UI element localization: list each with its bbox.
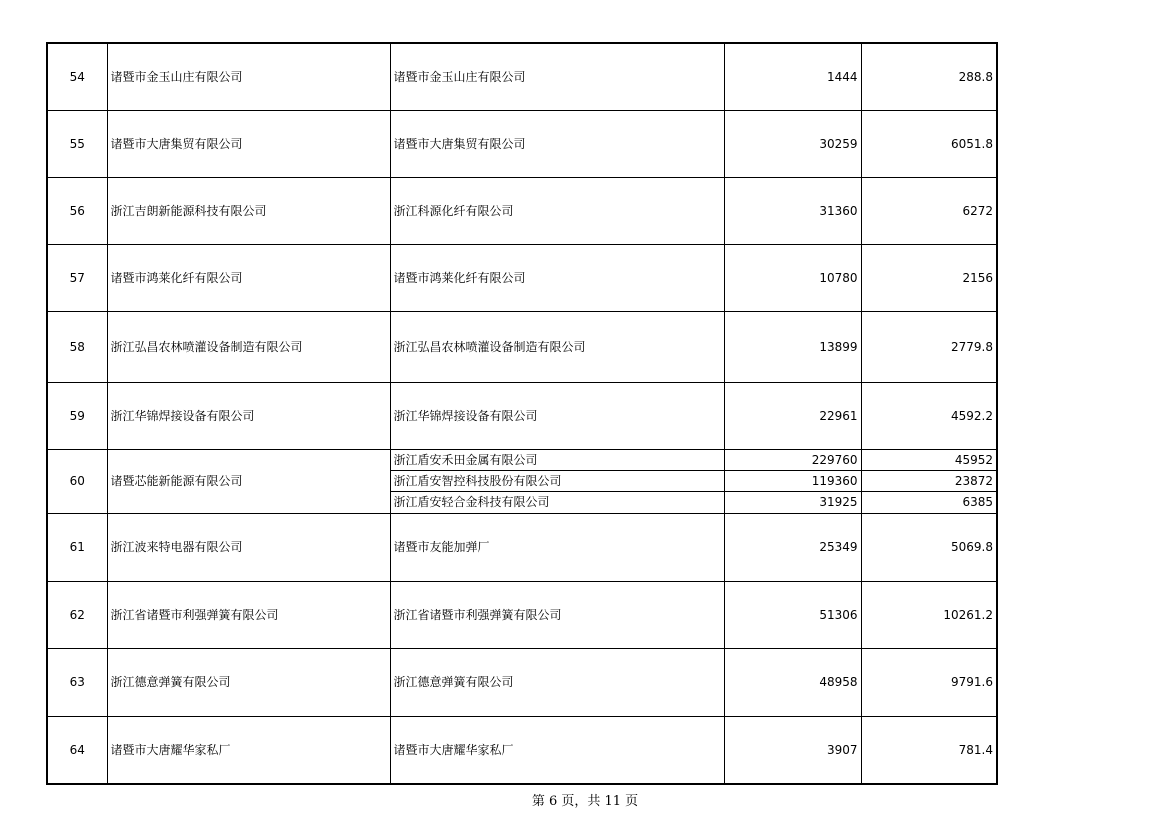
company-cell: 浙江德意弹簧有限公司 xyxy=(107,648,390,716)
value-1-cell: 30259 xyxy=(724,110,861,177)
value-1-cell: 119360 xyxy=(724,470,861,491)
company-cell: 浙江弘昌农林喷灌设备制造有限公司 xyxy=(107,311,390,382)
table-body xyxy=(47,43,997,784)
value-1-cell: 229760 xyxy=(724,449,861,470)
sub-company-cell: 诸暨市鸿莱化纤有限公司 xyxy=(390,244,724,311)
value-2-cell: 10261.2 xyxy=(861,581,997,648)
row-number-cell: 63 xyxy=(47,648,107,716)
data-table xyxy=(46,42,998,785)
table-row xyxy=(47,177,997,244)
table-row xyxy=(47,110,997,177)
sub-company-cell: 诸暨市大唐耀华家私厂 xyxy=(390,716,724,784)
company-cell: 诸暨市大唐集贸有限公司 xyxy=(107,110,390,177)
value-1-cell: 31925 xyxy=(724,491,861,513)
table-row xyxy=(47,513,997,581)
table-row xyxy=(47,43,997,110)
value-1-cell: 22961 xyxy=(724,382,861,449)
sub-company-cell: 浙江德意弹簧有限公司 xyxy=(390,648,724,716)
row-number-cell: 59 xyxy=(47,382,107,449)
value-1-cell: 25349 xyxy=(724,513,861,581)
value-2-cell: 288.8 xyxy=(861,43,997,110)
company-cell: 诸暨芯能新能源有限公司 xyxy=(107,449,390,513)
value-2-cell: 6385 xyxy=(861,491,997,513)
value-2-cell: 2779.8 xyxy=(861,311,997,382)
row-number-cell: 56 xyxy=(47,177,107,244)
sub-company-cell: 诸暨市金玉山庄有限公司 xyxy=(390,43,724,110)
value-2-cell: 23872 xyxy=(861,470,997,491)
company-cell: 诸暨市鸿莱化纤有限公司 xyxy=(107,244,390,311)
value-2-cell: 45952 xyxy=(861,449,997,470)
table-row xyxy=(47,382,997,449)
table-row xyxy=(47,648,997,716)
row-number-cell: 60 xyxy=(47,449,107,513)
table-row xyxy=(47,581,997,648)
company-cell: 浙江华锦焊接设备有限公司 xyxy=(107,382,390,449)
row-number-cell: 57 xyxy=(47,244,107,311)
sub-company-cell: 浙江科源化纤有限公司 xyxy=(390,177,724,244)
sub-company-cell: 浙江省诸暨市利强弹簧有限公司 xyxy=(390,581,724,648)
value-1-cell: 10780 xyxy=(724,244,861,311)
value-1-cell: 13899 xyxy=(724,311,861,382)
row-number-cell: 55 xyxy=(47,110,107,177)
value-2-cell: 9791.6 xyxy=(861,648,997,716)
table-row xyxy=(47,244,997,311)
row-number-cell: 58 xyxy=(47,311,107,382)
value-1-cell: 48958 xyxy=(724,648,861,716)
value-2-cell: 2156 xyxy=(861,244,997,311)
value-2-cell: 5069.8 xyxy=(861,513,997,581)
page-footer: 第 6 页，共 11 页 xyxy=(531,794,639,809)
row-number-cell: 64 xyxy=(47,716,107,784)
company-cell: 浙江波来特电器有限公司 xyxy=(107,513,390,581)
company-cell: 诸暨市金玉山庄有限公司 xyxy=(107,43,390,110)
table-row xyxy=(47,449,997,470)
company-cell: 浙江吉朗新能源科技有限公司 xyxy=(107,177,390,244)
row-number-cell: 62 xyxy=(47,581,107,648)
table-row xyxy=(47,716,997,784)
table-row xyxy=(47,311,997,382)
sub-company-cell: 浙江盾安轻合金科技有限公司 xyxy=(390,491,724,513)
value-2-cell: 4592.2 xyxy=(861,382,997,449)
value-1-cell: 51306 xyxy=(724,581,861,648)
value-2-cell: 6272 xyxy=(861,177,997,244)
value-1-cell: 3907 xyxy=(724,716,861,784)
value-2-cell: 781.4 xyxy=(861,716,997,784)
company-cell: 诸暨市大唐耀华家私厂 xyxy=(107,716,390,784)
value-2-cell: 6051.8 xyxy=(861,110,997,177)
company-cell: 浙江省诸暨市利强弹簧有限公司 xyxy=(107,581,390,648)
sub-company-cell: 诸暨市大唐集贸有限公司 xyxy=(390,110,724,177)
value-1-cell: 31360 xyxy=(724,177,861,244)
value-1-cell: 1444 xyxy=(724,43,861,110)
sub-company-cell: 浙江盾安禾田金属有限公司 xyxy=(390,449,724,470)
sub-company-cell: 浙江弘昌农林喷灌设备制造有限公司 xyxy=(390,311,724,382)
sub-company-cell: 诸暨市友能加弹厂 xyxy=(390,513,724,581)
sub-company-cell: 浙江盾安智控科技股份有限公司 xyxy=(390,470,724,491)
sub-company-cell: 浙江华锦焊接设备有限公司 xyxy=(390,382,724,449)
row-number-cell: 54 xyxy=(47,43,107,110)
row-number-cell: 61 xyxy=(47,513,107,581)
